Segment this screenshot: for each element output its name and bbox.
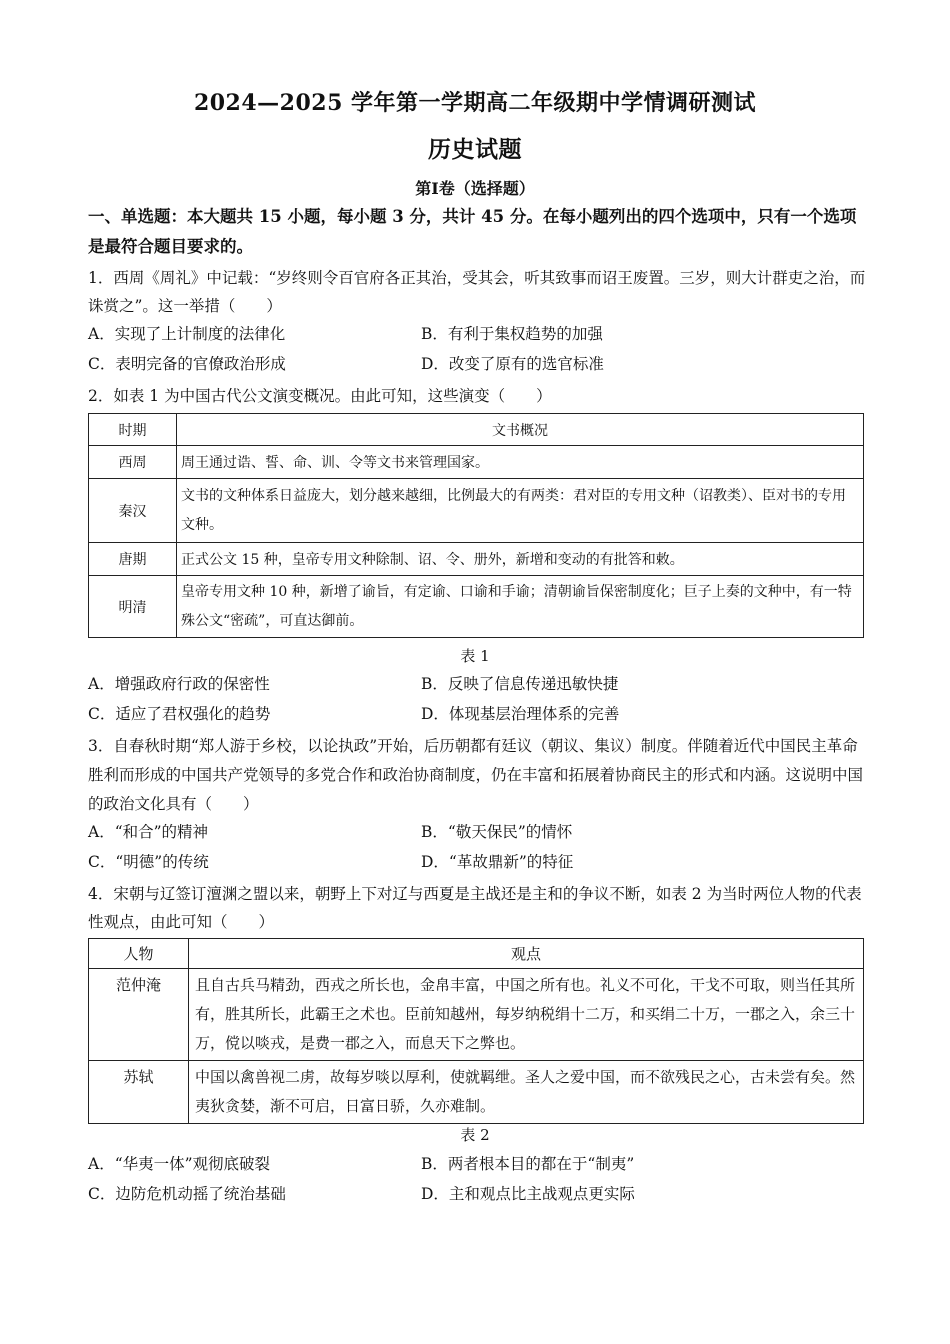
table-row (89, 479, 864, 543)
section-instruction: 一、单选题：本大题共 15 小题，每小题 3 分，共计 45 分。在每小题列出的四个选项中，只有一个选项是最符合题目要求的。 (88, 207, 857, 256)
question-2-option-a: A．增强政府行政的保密性 (88, 675, 270, 693)
question-2-stem: 2．如表 1 为中国古代公文演变概况。由此可知，这些演变（ ） (88, 387, 552, 405)
question-4-option-d: D．主和观点比主战观点更实际 (421, 1185, 635, 1203)
exam-subtitle: 历史试题 (428, 136, 522, 163)
table-1-header-period: 时期 (89, 414, 177, 446)
table-row (89, 446, 864, 479)
table-1 (88, 413, 864, 638)
table-1-caption: 表 1 (460, 647, 490, 665)
question-4-option-b: B．两者根本目的都在于“制夷” (421, 1155, 635, 1173)
question-4-stem: 4．宋朝与辽签订澶渊之盟以来，朝野上下对辽与西夏是主战还是主和的争议不断，如表 2 为当时两位人物的代表性观点，由此可知（ ） (88, 885, 862, 931)
question-1-option-a: A．实现了上计制度的法律化 (88, 325, 286, 343)
question-3-option-c: C．“明德”的传统 (88, 853, 209, 871)
table-1-text: 文书的文种体系日益庞大，划分越来越细，比例最大的有两类：君对臣的专用文种（诏教类）、臣对书的专用文种。 (177, 479, 864, 543)
table-1-header-overview: 文书概况 (177, 414, 864, 446)
table-2-text: 且自古兵马精劲，西戎之所长也，金帛丰富，中国之所有也。礼义不可化，干戈不可取，则当任其所有，胜其所长，此霸王之术也。臣前知越州，每岁纳税绢十二万，和买绢二十万，一郡之入，余三十万，傥以啖戎，是费一郡之入，而息天下之弊也。 (189, 969, 864, 1061)
table-1-period: 明清 (89, 576, 177, 638)
question-3-option-a: A．“和合”的精神 (88, 823, 209, 841)
table-row (89, 969, 864, 1061)
question-1-option-c: C．表明完备的官僚政治形成 (88, 355, 286, 373)
table-2-header-view: 观点 (189, 939, 864, 969)
table-row (89, 1061, 864, 1124)
table-2-header-person: 人物 (89, 939, 189, 969)
question-3-stem: 3．自春秋时期“郑人游于乡校，以论执政”开始，后历朝都有廷议（朝议、集议）制度。伴随着近代中国民主革命胜利而形成的中国共产党领导的多党合作和政治协商制度，仍在丰富和拓展着协商民主的形式和内涵。这说明中国的政治文化具有（ ） (88, 737, 864, 813)
table-1-text: 皇帝专用文种 10 种，新增了谕旨，有定谕、口谕和手谕；清朝谕旨保密制度化；巨子上奏的文种中，有一特殊公文“密疏”，可直达御前。 (177, 576, 864, 638)
question-4-options (88, 1152, 868, 1212)
question-2-option-c: C．适应了君权强化的趋势 (88, 705, 271, 723)
question-1-option-b: B．有利于集权趋势的加强 (421, 325, 603, 343)
question-4-option-a: A．“华夷一体”观彻底破裂 (88, 1155, 271, 1173)
table-row (89, 576, 864, 638)
table-2-caption: 表 2 (460, 1126, 490, 1144)
table-1-period: 西周 (89, 446, 177, 479)
question-4-option-c: C．边防危机动摇了统治基础 (88, 1185, 286, 1203)
question-3-option-b: B．“敬天保民”的情怀 (421, 823, 573, 841)
question-1-option-d: D．改变了原有的选官标准 (421, 355, 604, 373)
table-1-text: 周王通过诰、誓、命、训、令等文书来管理国家。 (177, 446, 864, 479)
table-1-text: 正式公文 15 种，皇帝专用文种除制、诏、令、册外，新增和变动的有批答和敕。 (177, 543, 864, 576)
question-1-options (88, 322, 868, 382)
table-1-period: 唐期 (89, 543, 177, 576)
table-2 (88, 938, 864, 1124)
question-2-options (88, 672, 868, 732)
exam-title: 2024—2025 学年第一学期高二年级期中学情调研测试 (193, 90, 757, 116)
question-2-option-b: B．反映了信息传递迅敏快捷 (421, 675, 619, 693)
question-3-option-d: D．“革故鼎新”的特征 (421, 853, 574, 871)
table-2-text: 中国以禽兽视二虏，故每岁啖以厚利，使就羁绁。圣人之爱中国，而不欲残民之心，古未尝有矣。然夷狄贪婪，渐不可启，日富日骄，久亦难制。 (189, 1061, 864, 1124)
table-1-period: 秦汉 (89, 479, 177, 543)
question-3-options (88, 820, 868, 880)
table-2-person: 范仲淹 (89, 969, 189, 1061)
table-2-person: 苏轼 (89, 1061, 189, 1124)
question-1-stem: 1．西周《周礼》中记载：“岁终则令百官府各正其治，受其会，听其致事而诏王废置。三岁，则大计群吏之治，而诛赏之”。这一举措（ ） (88, 269, 866, 315)
question-2-option-d: D．体现基层治理体系的完善 (421, 705, 620, 723)
section-title: 第Ⅰ卷（选择题） (415, 179, 535, 198)
table-row (89, 543, 864, 576)
